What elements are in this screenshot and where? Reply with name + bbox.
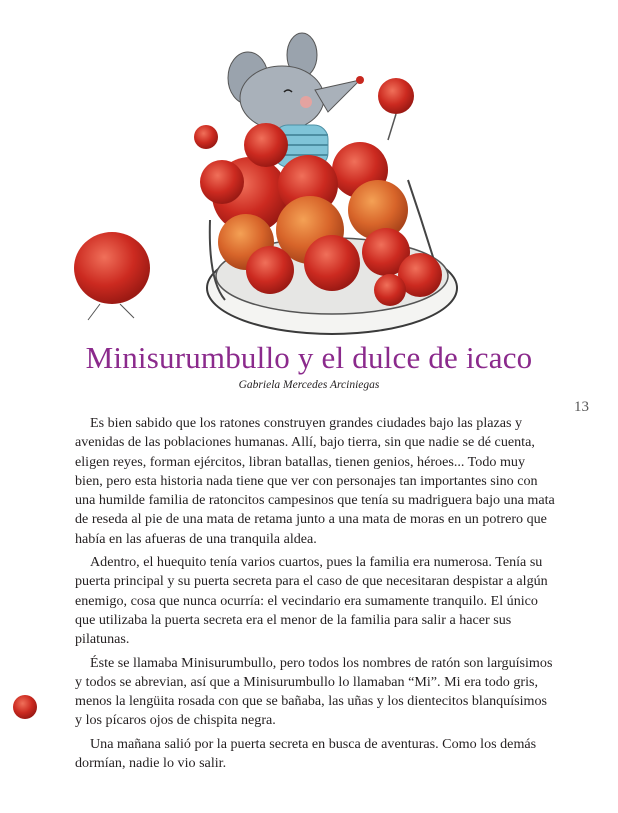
mouse-in-fruit-bowl-illustration xyxy=(60,20,480,340)
small-icaco-fruit-margin xyxy=(11,693,39,721)
story-body xyxy=(75,414,555,777)
paragraph: Una mañana salió por la puerta secreta en busca de aventuras. Como los demás dormían, nadie lo vio salir. xyxy=(75,735,537,772)
paragraph: Adentro, el huequito tenía varios cuartos, pues la familia era numerosa. Tenía su puerta principal y su puerta secreta para el caso de que necesitaran despistar a algún enemigo, cosa que nunca ocurría: el vecindario era sumamente tranquilo. El único que utilizaba la puerta secreta era el menor de la familia para salir a hacer sus pilatunas. xyxy=(75,554,548,648)
large-icaco-fruit-left xyxy=(74,232,150,320)
page-number: 13 xyxy=(574,399,589,415)
story-title: Minisurumbullo y el dulce de icaco xyxy=(85,340,533,375)
small-icaco-fruit xyxy=(194,125,218,149)
paragraph: Es bien sabido que los ratones construyen grandes ciudades bajo las plazas y avenidas de las poblaciones humanas. Allí, bajo tierra, sin que nadie se dé cuenta, eligen reyes, forman ejércitos, libran batallas, tienen genios, héroes... Todo muy bien, pero esta historia nada tiene que ver con personajes tan importantes sino con una humilde familia de ratoncitos campesinos que tenía su madriguera bajo una mata de reseda al pie de una mata de retama junto a una mata de moras en un potrero que había en las afueras de una tranquila aldea. xyxy=(75,415,555,547)
paragraph: Éste se llamaba Minisurumbullo, pero todos los nombres de ratón son larguísimos y todos se abrevian, así que a Minisurumbullo lo llamaban “Mi”. Mi era todo gris, menos la lengüita rosada con que se bañaba, las uñas y los dientecitos blanquísimos y los pícaros ojos de chispita negra. xyxy=(75,654,553,729)
author-name: Gabriela Mercedes Arciniegas xyxy=(238,379,380,391)
